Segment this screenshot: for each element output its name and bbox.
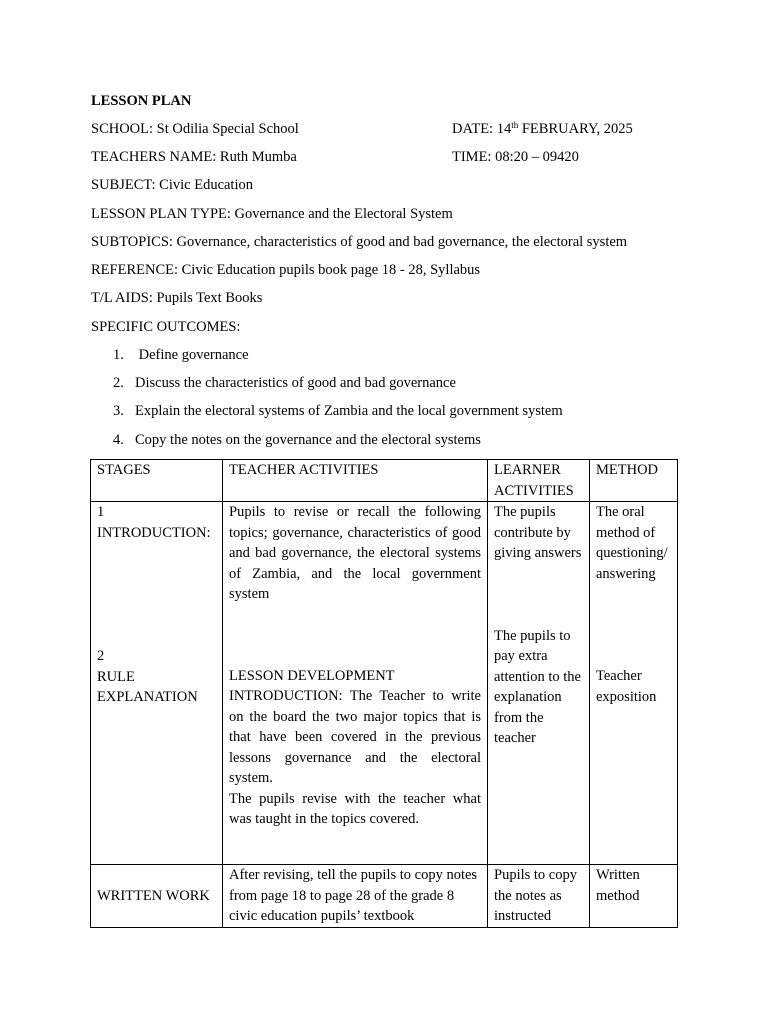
teacher-activities-cell: Pupils to revise or recall the following topics; governance, characteristics of good and bad governance, the electoral systems of Zambia, and the local government system LESSON DEVELOPMENT INTRODUCTION: The Teacher to write on the board the two major topics that is that have been covered in the previous lessons governance and the electoral system. The pupils revise with the teacher what was taught in the topics covered. bbox=[223, 502, 488, 865]
method-cell: Written method bbox=[590, 865, 678, 928]
teacher-name-line: TEACHERS NAME: Ruth Mumba bbox=[91, 149, 297, 165]
table-row bbox=[91, 865, 678, 928]
lesson-type-line: LESSON PLAN TYPE: Governance and the Electoral System bbox=[91, 206, 453, 222]
list-item: 1. Define governance bbox=[113, 347, 249, 363]
header-teacher-activities: TEACHER ACTIVITIES bbox=[223, 460, 488, 502]
subject-line: SUBJECT: Civic Education bbox=[91, 177, 253, 193]
subtopics-line: SUBTOPICS: Governance, characteristics of good and bad governance, the electoral system bbox=[91, 234, 628, 250]
aids-line: T/L AIDS: Pupils Text Books bbox=[91, 290, 263, 306]
table-row bbox=[91, 502, 678, 865]
method-cell: The oral method of questioning/ answering Teacher exposition bbox=[590, 502, 678, 865]
list-item: 4. Copy the notes on the governance and the electoral systems bbox=[113, 432, 481, 448]
lesson-table bbox=[90, 459, 678, 928]
list-item: 3. Explain the electoral systems of Zambia and the local government system bbox=[113, 403, 563, 419]
header-stages: STAGES bbox=[91, 460, 223, 502]
outcomes-heading: SPECIFIC OUTCOMES: bbox=[91, 319, 241, 335]
learner-activities-cell: Pupils to copy the notes as instructed bbox=[488, 865, 590, 928]
learner-activities-cell: The pupils contribute by giving answers The pupils to pay extra attention to the explanation from the teacher bbox=[488, 502, 590, 865]
time-line: TIME: 08:20 – 09420 bbox=[452, 149, 579, 165]
stage-cell: WRITTEN WORK bbox=[91, 865, 223, 928]
school-line: SCHOOL: St Odilia Special School bbox=[91, 121, 299, 137]
header-method: METHOD bbox=[590, 460, 678, 502]
document-title: LESSON PLAN bbox=[91, 93, 192, 109]
stage-cell: 1 INTRODUCTION: 2 RULE EXPLANATION bbox=[91, 502, 223, 865]
teacher-activities-cell: After revising, tell the pupils to copy notes from page 18 to page 28 of the grade 8 civic education pupils’ textbook bbox=[223, 865, 488, 928]
table-header-row bbox=[91, 460, 678, 502]
header-learner-activities: LEARNER ACTIVITIES bbox=[488, 460, 590, 502]
date-line: DATE: 14th FEBRUARY, 2025 bbox=[452, 120, 633, 137]
reference-line: REFERENCE: Civic Education pupils book page 18 - 28, Syllabus bbox=[91, 262, 481, 278]
list-item: 2. Discuss the characteristics of good and bad governance bbox=[113, 375, 456, 391]
